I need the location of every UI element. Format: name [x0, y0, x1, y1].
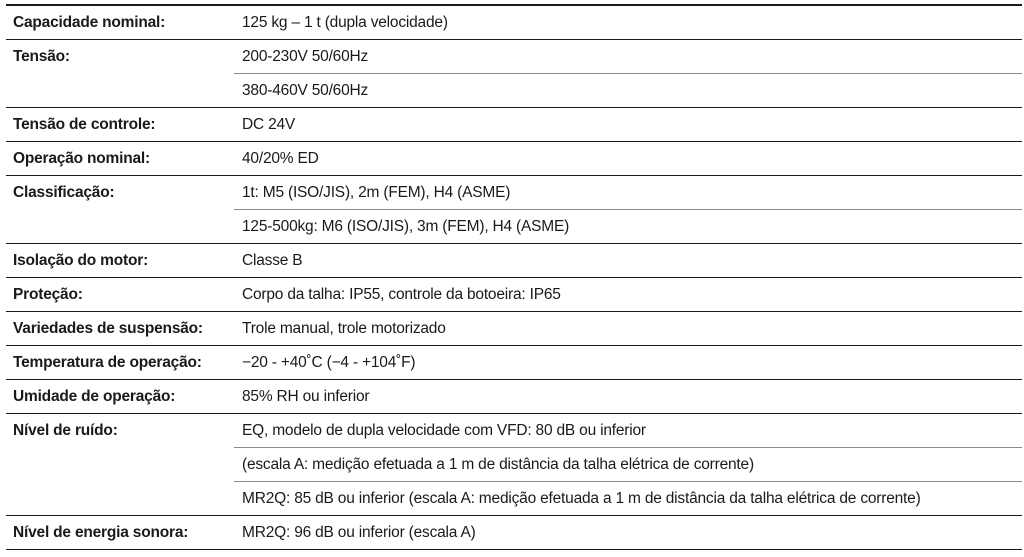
spec-value: 125 kg – 1 t (dupla velocidade): [242, 14, 448, 31]
spec-values: [234, 278, 1022, 311]
spec-values: [234, 40, 1022, 107]
spec-label: Tensão:: [13, 48, 70, 65]
spec-row: [6, 142, 1022, 176]
spec-label: Tensão de controle:: [13, 116, 156, 133]
spec-label: Classificação:: [13, 184, 115, 201]
spec-row: [6, 312, 1022, 346]
spec-label: Umidade de operação:: [13, 388, 176, 405]
spec-value: MR2Q: 85 dB ou inferior (escala A: medição efetuada a 1 m de distância da talha elétrica de corrente): [234, 481, 1022, 515]
spec-values: [234, 142, 1022, 175]
spec-label: Nível de ruído:: [13, 422, 118, 439]
spec-value: 200-230V 50/60Hz: [242, 48, 369, 65]
spec-row: [6, 380, 1022, 414]
spec-values: [234, 414, 1022, 515]
spec-value: MR2Q: 96 dB ou inferior (escala A): [242, 524, 476, 541]
spec-row: [6, 346, 1022, 380]
spec-table: [6, 4, 1022, 550]
spec-values: [234, 244, 1022, 277]
spec-value: 1t: M5 (ISO/JIS), 2m (FEM), H4 (ASME): [242, 184, 511, 201]
spec-row: [6, 108, 1022, 142]
spec-label: Variedades de suspensão:: [13, 320, 203, 337]
spec-label: Isolação do motor:: [13, 252, 149, 269]
spec-values: [234, 312, 1022, 345]
spec-label: Temperatura de operação:: [13, 354, 202, 371]
spec-row: [6, 244, 1022, 278]
spec-value: DC 24V: [242, 116, 296, 133]
spec-value: Classe B: [242, 252, 303, 269]
spec-label: Operação nominal:: [13, 150, 150, 167]
spec-values: [234, 6, 1022, 39]
spec-value: 85% RH ou inferior: [242, 388, 370, 405]
spec-value: Trole manual, trole motorizado: [242, 320, 446, 337]
spec-label: Capacidade nominal:: [13, 14, 166, 31]
spec-values: [234, 516, 1022, 549]
spec-row: [6, 516, 1022, 550]
spec-label: Proteção:: [13, 286, 83, 303]
spec-row: [6, 176, 1022, 244]
spec-value: 125-500kg: M6 (ISO/JIS), 3m (FEM), H4 (ASME): [234, 209, 1022, 243]
spec-values: [234, 176, 1022, 243]
spec-value: Corpo da talha: IP55, controle da botoeira: IP65: [242, 286, 561, 303]
spec-row: [6, 414, 1022, 516]
spec-value: 40/20% ED: [242, 150, 319, 167]
spec-row: [6, 6, 1022, 40]
spec-label: Nível de energia sonora:: [13, 524, 189, 541]
spec-row: [6, 278, 1022, 312]
spec-value: (escala A: medição efetuada a 1 m de distância da talha elétrica de corrente): [234, 447, 1022, 481]
spec-values: [234, 380, 1022, 413]
spec-values: [234, 346, 1022, 379]
spec-value: −20 - +40˚C (−4 - +104˚F): [242, 354, 416, 371]
spec-value: EQ, modelo de dupla velocidade com VFD: 80 dB ou inferior: [242, 422, 646, 439]
spec-values: [234, 108, 1022, 141]
spec-value: 380-460V 50/60Hz: [234, 73, 1022, 107]
spec-row: [6, 40, 1022, 108]
